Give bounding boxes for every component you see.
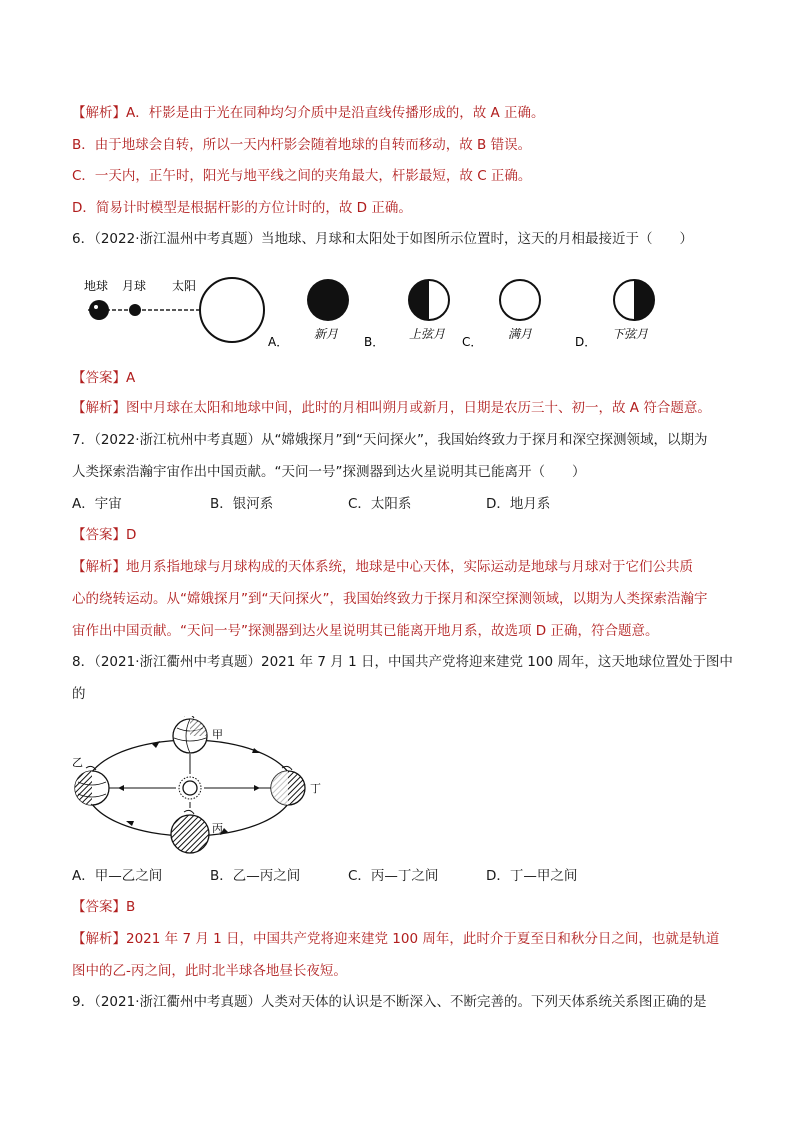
q6-opt-a-letter: A． [268, 335, 289, 349]
q6-opt-b-label: 上弦月 [409, 327, 446, 341]
q7-stem-line1: 7．（2022·浙江杭州中考真题）从“嫦娥探月”到“天问探火”，我国始终致力于探月和深空探测领域，以期为 [72, 432, 708, 448]
q5-analysis-b: B．由于地球会自转，所以一天内杆影会随着地球的自转而移动，故 B 错误。 [72, 137, 532, 153]
q7-answer: 【答案】D [72, 527, 137, 543]
new-moon-icon [307, 279, 349, 321]
fig-yi-label: 乙 [72, 756, 83, 769]
sun-icon [179, 777, 201, 799]
q8-opt-b: B．乙—丙之间 [210, 868, 301, 884]
fig-bing-label: 丙 [212, 822, 223, 835]
q6-opt-d-letter: D． [575, 335, 597, 349]
earth-bing-icon [171, 815, 209, 853]
full-moon-icon [500, 280, 540, 320]
earth-ding-icon [271, 771, 305, 805]
q6-opt-b-letter: B． [364, 335, 385, 349]
moon-icon [129, 304, 141, 316]
q8-analysis-line2: 图中的乙-丙之间，此时北半球各地昼长夜短。 [72, 963, 347, 979]
q7-analysis-line2: 心的绕转运动。从“嫦娥探月”到“天问探火”，我国始终致力于探月和深空探测领域，以期为人类探索浩瀚宇 [72, 591, 708, 607]
analysis-tag: 【解析】 [72, 105, 126, 121]
q7-opt-d: D．地月系 [486, 496, 551, 512]
earth-jia-icon [173, 719, 207, 753]
first-quarter-moon-icon [409, 280, 449, 320]
q8-orbit-figure [72, 716, 342, 856]
fig-sun-label: 太阳 [172, 279, 197, 293]
q7-opt-c: C．太阳系 [348, 496, 412, 512]
fig-ding-label: 丁 [310, 782, 321, 795]
sun-icon [200, 278, 264, 342]
q6-answer: 【答案】A [72, 370, 136, 386]
q6-opt-c-label: 满月 [508, 327, 533, 341]
q9-stem: 9．（2021·浙江衢州中考真题）人类对天体的认识是不断深入、不断完善的。下列天体系统关系图正确的是 [72, 994, 707, 1010]
q8-answer: 【答案】B [72, 899, 136, 915]
q6-opt-c-letter: C． [462, 335, 483, 349]
q8-opt-a: A．甲—乙之间 [72, 868, 163, 884]
fig-earth-label: 地球 [84, 279, 109, 293]
earth-yi-icon [75, 771, 109, 805]
q7-opt-a: A．宇宙 [72, 496, 122, 512]
q6-figure [72, 270, 672, 355]
q5-analysis-a: 【解析】A．杆影是由于光在同种均匀介质中是沿直线传播形成的，故 A 正确。 [72, 105, 545, 121]
fig-moon-label: 月球 [122, 279, 147, 293]
fig-jia-label: 甲 [212, 728, 223, 741]
q8-stem-line2: 的 [72, 686, 86, 702]
last-quarter-moon-icon [614, 280, 654, 320]
q7-stem-line2: 人类探索浩瀚宇宙作出中国贡献。“天问一号”探测器到达火星说明其已能离开（ ） [72, 464, 586, 480]
q6-stem: 6．（2022·浙江温州中考真题）当地球、月球和太阳处于如图所示位置时，这天的月相最接近于（ ） [72, 231, 693, 247]
q8-opt-c: C．丙—丁之间 [348, 868, 439, 884]
earth-icon [89, 300, 109, 320]
q6-opt-a-label: 新月 [314, 327, 339, 341]
q6-analysis: 【解析】图中月球在太阳和地球中间，此时的月相叫朔月或新月，日期是农历三十、初一，故 A 符合题意。 [72, 400, 711, 416]
q7-analysis-line3: 宙作出中国贡献。“天问一号”探测器到达火星说明其已能离开地月系，故选项 D 正确，符合题意。 [72, 623, 659, 639]
q5-analysis-c: C．一天内，正午时，阳光与地平线之间的夹角最大，杆影最短，故 C 正确。 [72, 168, 532, 184]
q8-stem-line1: 8．（2021·浙江衢州中考真题）2021 年 7 月 1 日，中国共产党将迎来建党 100 周年，这天地球位置处于图中 [72, 654, 733, 670]
q8-analysis-line1: 【解析】2021 年 7 月 1 日，中国共产党将迎来建党 100 周年，此时介于夏至日和秋分日之间，也就是轨道 [72, 931, 720, 947]
q6-opt-d-label: 下弦月 [612, 327, 649, 341]
q5-analysis-d: D．简易计时模型是根据杆影的方位计时的，故 D 正确。 [72, 200, 412, 216]
q7-analysis-line1: 【解析】地月系指地球与月球构成的天体系统，地球是中心天体，实际运动是地球与月球对于它们公共质 [72, 559, 693, 575]
q7-opt-b: B．银河系 [210, 496, 274, 512]
q7-options [72, 494, 550, 514]
q8-options [72, 866, 577, 886]
q8-opt-d: D．丁—甲之间 [486, 868, 578, 884]
